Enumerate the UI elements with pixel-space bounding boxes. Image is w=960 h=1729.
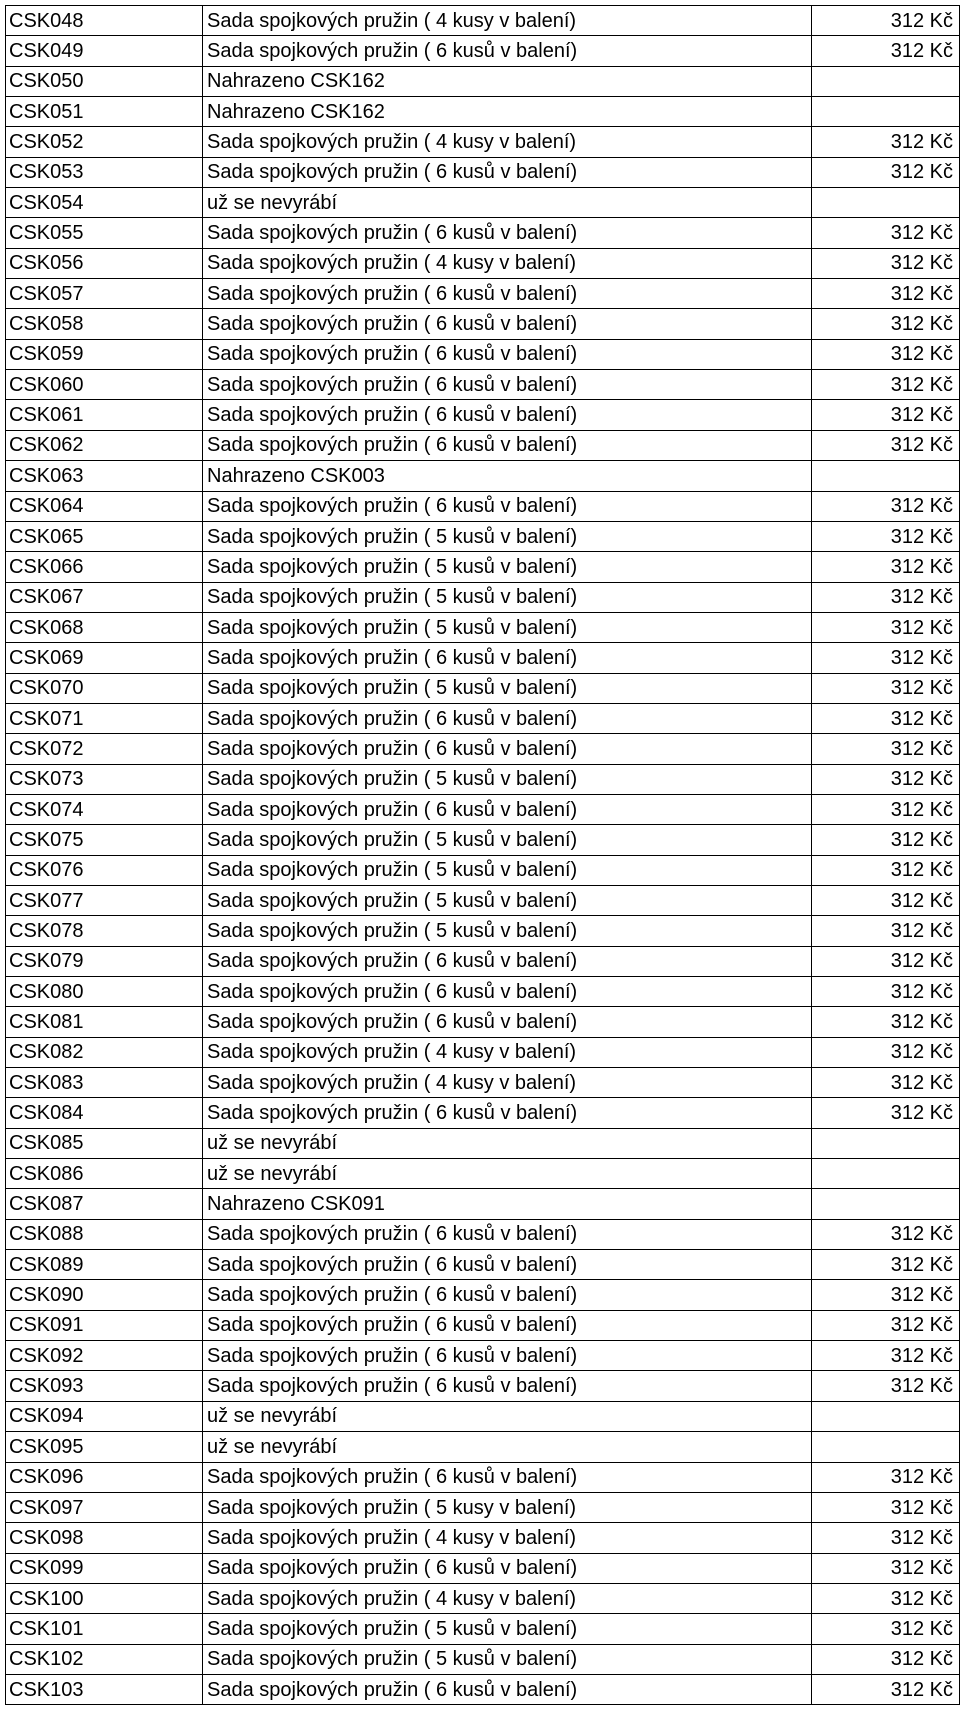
product-code-cell: CSK093 — [6, 1371, 203, 1401]
description-cell: Sada spojkových pružin ( 6 kusů v balení) — [203, 370, 812, 400]
table-row — [6, 400, 960, 430]
product-code-cell: CSK082 — [6, 1037, 203, 1067]
table-row — [6, 127, 960, 157]
table-row — [6, 248, 960, 278]
table-row — [6, 1432, 960, 1462]
description-cell: Sada spojkových pružin ( 6 kusů v balení) — [203, 1371, 812, 1401]
description-cell: Sada spojkových pružin ( 6 kusů v balení) — [203, 794, 812, 824]
price-cell: 312 Kč — [812, 1341, 960, 1371]
description-cell: Sada spojkových pružin ( 5 kusů v balení) — [203, 825, 812, 855]
price-cell: 312 Kč — [812, 734, 960, 764]
product-code-cell: CSK092 — [6, 1341, 203, 1371]
product-code-cell: CSK055 — [6, 218, 203, 248]
product-code-cell: CSK081 — [6, 1007, 203, 1037]
table-row — [6, 1523, 960, 1553]
price-cell: 312 Kč — [812, 946, 960, 976]
product-code-cell: CSK066 — [6, 552, 203, 582]
price-cell — [812, 188, 960, 218]
price-cell: 312 Kč — [812, 673, 960, 703]
table-row — [6, 1492, 960, 1522]
product-code-cell: CSK101 — [6, 1614, 203, 1644]
price-cell: 312 Kč — [812, 157, 960, 187]
description-cell: Sada spojkových pružin ( 4 kusy v balení) — [203, 1523, 812, 1553]
description-cell: Sada spojkových pružin ( 4 kusy v balení) — [203, 6, 812, 36]
table-row — [6, 977, 960, 1007]
description-cell: Sada spojkových pružin ( 6 kusů v balení) — [203, 1280, 812, 1310]
description-cell: Sada spojkových pružin ( 6 kusů v balení) — [203, 643, 812, 673]
description-cell: Nahrazeno CSK003 — [203, 461, 812, 491]
price-cell — [812, 461, 960, 491]
description-cell: už se nevyrábí — [203, 188, 812, 218]
product-code-cell: CSK060 — [6, 370, 203, 400]
table-row — [6, 1098, 960, 1128]
product-code-cell: CSK057 — [6, 279, 203, 309]
description-cell: Sada spojkových pružin ( 6 kusů v balení) — [203, 1310, 812, 1340]
description-cell: Sada spojkových pružin ( 4 kusy v balení) — [203, 1583, 812, 1613]
table-row — [6, 6, 960, 36]
description-cell: Sada spojkových pružin ( 6 kusů v balení) — [203, 1007, 812, 1037]
product-code-cell: CSK079 — [6, 946, 203, 976]
product-code-cell: CSK102 — [6, 1644, 203, 1674]
description-cell: Sada spojkových pružin ( 6 kusů v balení) — [203, 1250, 812, 1280]
price-cell: 312 Kč — [812, 1098, 960, 1128]
table-row — [6, 279, 960, 309]
price-cell: 312 Kč — [812, 1371, 960, 1401]
table-row — [6, 1280, 960, 1310]
price-cell: 312 Kč — [812, 794, 960, 824]
product-code-cell: CSK080 — [6, 977, 203, 1007]
table-row — [6, 764, 960, 794]
price-cell: 312 Kč — [812, 309, 960, 339]
product-code-cell: CSK069 — [6, 643, 203, 673]
price-cell: 312 Kč — [812, 612, 960, 642]
price-cell: 312 Kč — [812, 400, 960, 430]
price-cell — [812, 66, 960, 96]
table-row — [6, 339, 960, 369]
table-row — [6, 1462, 960, 1492]
table-row — [6, 1553, 960, 1583]
product-code-cell: CSK084 — [6, 1098, 203, 1128]
price-cell — [812, 1189, 960, 1219]
product-code-cell: CSK063 — [6, 461, 203, 491]
table-row — [6, 552, 960, 582]
table-row — [6, 1674, 960, 1704]
price-cell: 312 Kč — [812, 552, 960, 582]
product-code-cell: CSK098 — [6, 1523, 203, 1553]
price-cell: 312 Kč — [812, 1310, 960, 1340]
description-cell: Sada spojkových pružin ( 5 kusů v balení) — [203, 552, 812, 582]
product-code-cell: CSK078 — [6, 916, 203, 946]
table-row — [6, 643, 960, 673]
table-row — [6, 97, 960, 127]
description-cell: už se nevyrábí — [203, 1128, 812, 1158]
product-code-cell: CSK068 — [6, 612, 203, 642]
price-list-table — [5, 5, 960, 1705]
table-row — [6, 1341, 960, 1371]
product-code-cell: CSK094 — [6, 1401, 203, 1431]
description-cell: Sada spojkových pružin ( 5 kusů v balení) — [203, 764, 812, 794]
price-cell: 312 Kč — [812, 855, 960, 885]
product-code-cell: CSK103 — [6, 1674, 203, 1704]
price-cell: 312 Kč — [812, 339, 960, 369]
product-code-cell: CSK087 — [6, 1189, 203, 1219]
product-code-cell: CSK051 — [6, 97, 203, 127]
description-cell: už se nevyrábí — [203, 1401, 812, 1431]
table-row — [6, 1007, 960, 1037]
table-row — [6, 370, 960, 400]
product-code-cell: CSK096 — [6, 1462, 203, 1492]
price-cell: 312 Kč — [812, 218, 960, 248]
description-cell: Sada spojkových pružin ( 5 kusů v balení) — [203, 582, 812, 612]
product-code-cell: CSK059 — [6, 339, 203, 369]
product-code-cell: CSK053 — [6, 157, 203, 187]
table-row — [6, 157, 960, 187]
price-cell: 312 Kč — [812, 1037, 960, 1067]
table-row — [6, 612, 960, 642]
description-cell: Sada spojkových pružin ( 6 kusů v balení) — [203, 157, 812, 187]
product-code-cell: CSK052 — [6, 127, 203, 157]
description-cell: už se nevyrábí — [203, 1432, 812, 1462]
product-code-cell: CSK049 — [6, 36, 203, 66]
description-cell: Sada spojkových pružin ( 4 kusy v balení) — [203, 127, 812, 157]
description-cell: Sada spojkových pružin ( 6 kusů v balení) — [203, 1341, 812, 1371]
price-cell — [812, 1401, 960, 1431]
product-code-cell: CSK099 — [6, 1553, 203, 1583]
description-cell: Sada spojkových pružin ( 6 kusů v balení) — [203, 946, 812, 976]
price-cell: 312 Kč — [812, 1523, 960, 1553]
table-row — [6, 855, 960, 885]
product-code-cell: CSK048 — [6, 6, 203, 36]
product-code-cell: CSK095 — [6, 1432, 203, 1462]
table-row — [6, 491, 960, 521]
price-cell: 312 Kč — [812, 1068, 960, 1098]
table-row — [6, 309, 960, 339]
price-cell: 312 Kč — [812, 279, 960, 309]
product-code-cell: CSK056 — [6, 248, 203, 278]
table-row — [6, 794, 960, 824]
description-cell: Nahrazeno CSK162 — [203, 66, 812, 96]
table-row — [6, 1401, 960, 1431]
product-code-cell: CSK058 — [6, 309, 203, 339]
table-row — [6, 1614, 960, 1644]
table-row — [6, 946, 960, 976]
price-cell: 312 Kč — [812, 1280, 960, 1310]
price-cell — [812, 1432, 960, 1462]
price-cell: 312 Kč — [812, 1583, 960, 1613]
table-row — [6, 1583, 960, 1613]
description-cell: Sada spojkových pružin ( 6 kusů v balení) — [203, 36, 812, 66]
price-cell: 312 Kč — [812, 1462, 960, 1492]
product-code-cell: CSK070 — [6, 673, 203, 703]
price-cell: 312 Kč — [812, 643, 960, 673]
price-cell: 312 Kč — [812, 1553, 960, 1583]
table-row — [6, 703, 960, 733]
product-code-cell: CSK062 — [6, 430, 203, 460]
description-cell: Sada spojkových pružin ( 6 kusů v balení) — [203, 1098, 812, 1128]
description-cell: Sada spojkových pružin ( 5 kusů v balení) — [203, 1614, 812, 1644]
table-row — [6, 66, 960, 96]
product-code-cell: CSK077 — [6, 885, 203, 915]
description-cell: Sada spojkových pružin ( 6 kusů v balení) — [203, 1219, 812, 1249]
table-row — [6, 188, 960, 218]
price-cell: 312 Kč — [812, 1492, 960, 1522]
description-cell: Sada spojkových pružin ( 6 kusů v balení) — [203, 1674, 812, 1704]
description-cell: Sada spojkových pružin ( 6 kusů v balení) — [203, 279, 812, 309]
price-cell — [812, 97, 960, 127]
price-cell: 312 Kč — [812, 1250, 960, 1280]
description-cell: Nahrazeno CSK091 — [203, 1189, 812, 1219]
price-cell: 312 Kč — [812, 127, 960, 157]
description-cell: Sada spojkových pružin ( 6 kusů v balení) — [203, 977, 812, 1007]
product-code-cell: CSK074 — [6, 794, 203, 824]
table-row — [6, 1159, 960, 1189]
description-cell: Sada spojkových pružin ( 5 kusy v balení) — [203, 1492, 812, 1522]
product-code-cell: CSK072 — [6, 734, 203, 764]
table-row — [6, 521, 960, 551]
price-cell: 312 Kč — [812, 1219, 960, 1249]
description-cell: Sada spojkových pružin ( 4 kusy v balení) — [203, 1068, 812, 1098]
description-cell: Sada spojkových pružin ( 6 kusů v balení) — [203, 1553, 812, 1583]
price-cell: 312 Kč — [812, 1614, 960, 1644]
table-row — [6, 1371, 960, 1401]
product-code-cell: CSK061 — [6, 400, 203, 430]
description-cell: Sada spojkových pružin ( 6 kusů v balení) — [203, 400, 812, 430]
product-code-cell: CSK076 — [6, 855, 203, 885]
product-code-cell: CSK097 — [6, 1492, 203, 1522]
description-cell: Sada spojkových pružin ( 5 kusů v balení) — [203, 521, 812, 551]
price-cell — [812, 1128, 960, 1158]
table-row — [6, 218, 960, 248]
description-cell: Sada spojkových pružin ( 6 kusů v balení) — [203, 734, 812, 764]
price-cell: 312 Kč — [812, 764, 960, 794]
table-row — [6, 1310, 960, 1340]
table-row — [6, 673, 960, 703]
description-cell: Sada spojkových pružin ( 5 kusů v balení) — [203, 612, 812, 642]
price-cell: 312 Kč — [812, 703, 960, 733]
price-cell: 312 Kč — [812, 916, 960, 946]
product-code-cell: CSK065 — [6, 521, 203, 551]
table-row — [6, 1219, 960, 1249]
table-row — [6, 885, 960, 915]
description-cell: Sada spojkových pružin ( 5 kusů v balení) — [203, 673, 812, 703]
product-code-cell: CSK064 — [6, 491, 203, 521]
price-cell: 312 Kč — [812, 1007, 960, 1037]
description-cell: Sada spojkových pružin ( 5 kusů v balení) — [203, 1644, 812, 1674]
description-cell: Sada spojkových pružin ( 5 kusů v balení) — [203, 855, 812, 885]
price-list-body — [6, 6, 960, 1705]
product-code-cell: CSK089 — [6, 1250, 203, 1280]
description-cell: Sada spojkových pružin ( 6 kusů v balení) — [203, 430, 812, 460]
table-row — [6, 1037, 960, 1067]
table-row — [6, 1068, 960, 1098]
product-code-cell: CSK071 — [6, 703, 203, 733]
description-cell: už se nevyrábí — [203, 1159, 812, 1189]
product-code-cell: CSK050 — [6, 66, 203, 96]
description-cell: Sada spojkových pružin ( 4 kusy v balení) — [203, 1037, 812, 1067]
price-cell: 312 Kč — [812, 6, 960, 36]
price-cell: 312 Kč — [812, 36, 960, 66]
product-code-cell: CSK091 — [6, 1310, 203, 1340]
description-cell: Sada spojkových pružin ( 6 kusů v balení) — [203, 491, 812, 521]
description-cell: Sada spojkových pružin ( 5 kusů v balení) — [203, 885, 812, 915]
product-code-cell: CSK090 — [6, 1280, 203, 1310]
product-code-cell: CSK054 — [6, 188, 203, 218]
description-cell: Sada spojkových pružin ( 4 kusy v balení) — [203, 248, 812, 278]
table-row — [6, 1250, 960, 1280]
table-row — [6, 430, 960, 460]
product-code-cell: CSK088 — [6, 1219, 203, 1249]
price-cell: 312 Kč — [812, 977, 960, 1007]
table-row — [6, 1128, 960, 1158]
product-code-cell: CSK085 — [6, 1128, 203, 1158]
product-code-cell: CSK073 — [6, 764, 203, 794]
price-cell: 312 Kč — [812, 1674, 960, 1704]
price-cell: 312 Kč — [812, 1644, 960, 1674]
table-row — [6, 916, 960, 946]
price-cell: 312 Kč — [812, 370, 960, 400]
description-cell: Sada spojkových pružin ( 5 kusů v balení) — [203, 916, 812, 946]
product-code-cell: CSK086 — [6, 1159, 203, 1189]
description-cell: Sada spojkových pružin ( 6 kusů v balení) — [203, 309, 812, 339]
price-cell: 312 Kč — [812, 491, 960, 521]
table-row — [6, 36, 960, 66]
price-cell — [812, 1159, 960, 1189]
price-cell: 312 Kč — [812, 885, 960, 915]
table-row — [6, 582, 960, 612]
price-cell: 312 Kč — [812, 521, 960, 551]
table-row — [6, 1644, 960, 1674]
description-cell: Sada spojkových pružin ( 6 kusů v balení) — [203, 218, 812, 248]
product-code-cell: CSK075 — [6, 825, 203, 855]
table-row — [6, 1189, 960, 1219]
description-cell: Sada spojkových pružin ( 6 kusů v balení) — [203, 339, 812, 369]
product-code-cell: CSK067 — [6, 582, 203, 612]
description-cell: Nahrazeno CSK162 — [203, 97, 812, 127]
table-row — [6, 461, 960, 491]
description-cell: Sada spojkových pružin ( 6 kusů v balení) — [203, 1462, 812, 1492]
price-cell: 312 Kč — [812, 582, 960, 612]
table-row — [6, 825, 960, 855]
product-code-cell: CSK100 — [6, 1583, 203, 1613]
table-row — [6, 734, 960, 764]
price-cell: 312 Kč — [812, 248, 960, 278]
product-code-cell: CSK083 — [6, 1068, 203, 1098]
price-cell: 312 Kč — [812, 825, 960, 855]
price-cell: 312 Kč — [812, 430, 960, 460]
description-cell: Sada spojkových pružin ( 6 kusů v balení) — [203, 703, 812, 733]
